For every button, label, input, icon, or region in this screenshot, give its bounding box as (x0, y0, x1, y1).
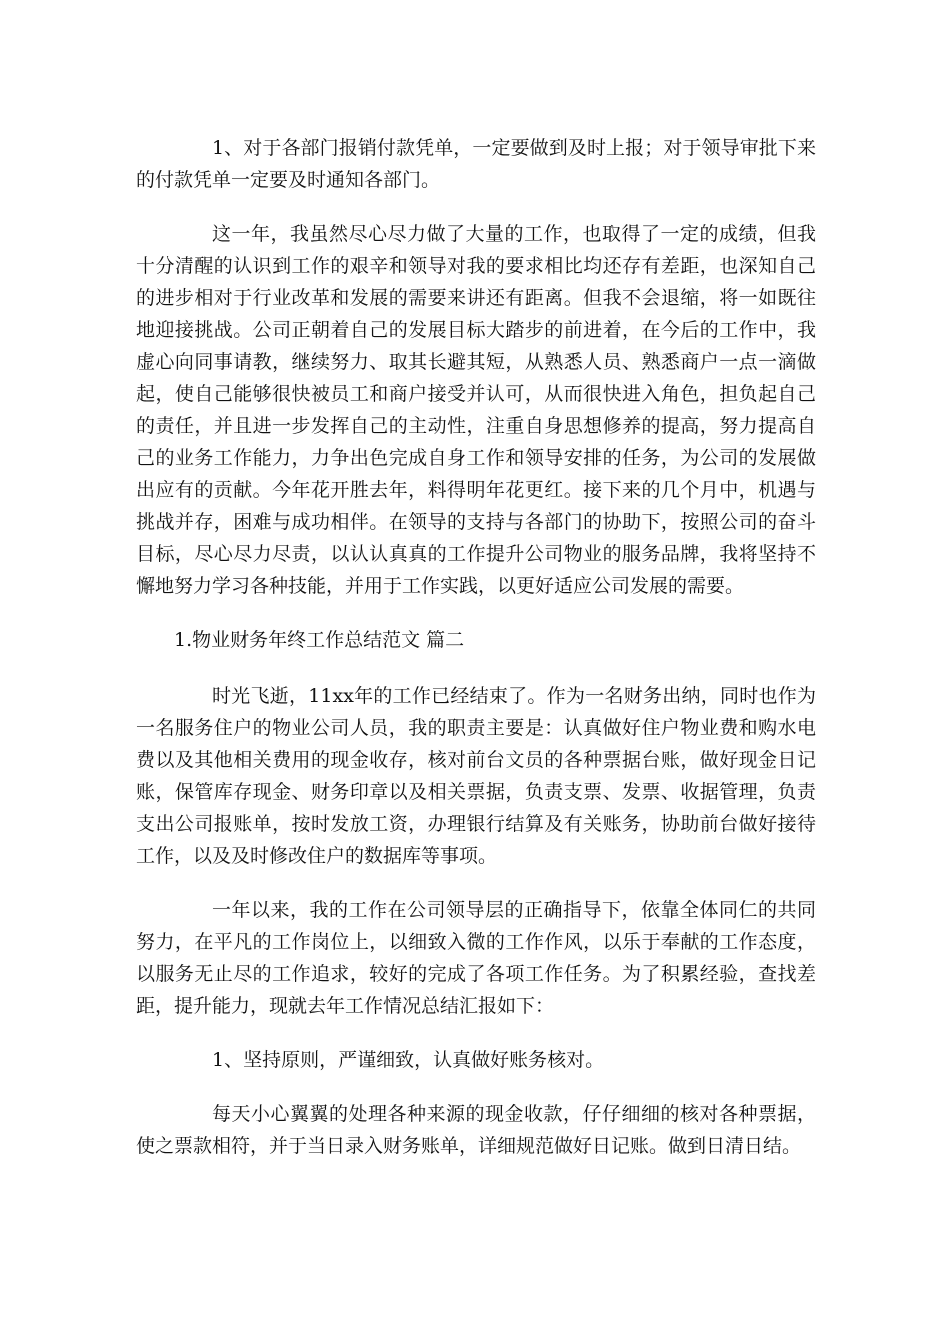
paragraph-daily-cash: 每天小心翼翼的处理各种来源的现金收款，仔仔细细的核对各种票据，使之票款相符，并于当日录入财务账单，详细规范做好日记账。做到日清日结。 (136, 1103, 816, 1157)
paragraph-cashier-duties: 时光飞逝，11xx年的工作已经结束了。作为一名财务出纳，同时也作为一名服务住户的物业公司人员，我的职责主要是：认真做好住户物业费和购水电费以及其他相关费用的现金收存，核对前台文员的各种票据台账，做好现金日记账，保管库存现金、财务印章以及相关票据，负责支票、发票、收据管理，负责支出公司报账单，按时发放工资，办理银行结算及有关账务，协助前台做好接待工作，以及及时修改住户的数据库等事项。 (136, 685, 816, 867)
paragraph-work-overview: 一年以来，我的工作在公司领导层的正确指导下，依靠全体同仁的共同努力，在平凡的工作岗位上，以细致入微的工作作风，以乐于奉献的工作态度，以服务无止尽的工作追求，较好的完成了各项工作任务。为了积累经验，查找差距，提升能力，现就去年工作情况总结汇报如下： (136, 899, 816, 1017)
paragraph-year-summary: 这一年，我虽然尽心尽力做了大量的工作，也取得了一定的成绩，但我十分清醒的认识到工作的艰辛和领导对我的要求相比均还存有差距，也深知自己的进步相对于行业改革和发展的需要来讲还有距离。但我不会退缩，将一如既往地迎接挑战。公司正朝着自己的发展目标大踏步的前进着，在今后的工作中，我虚心向同事请教，继续努力、取其长避其短，从熟悉人员、熟悉商户一点一滴做起，使自己能够很快被员工和商户接受并认可，从而很快进入角色，担负起自己的责任，并且进一步发挥自己的主动性，注重自身思想修养的提高，努力提高自己的业务工作能力，力争出色完成自身工作和领导安排的任务，为公司的发展做出应有的贡献。今年花开胜去年，料得明年花更红。接下来的几个月中，机遇与挑战并存，困难与成功相伴。在领导的支持与各部门的协助下，按照公司的奋斗目标，尽心尽力尽责，以认认真真的工作提升公司物业的服务品牌，我将坚持不懈地努力学习各种技能，并用于工作实践，以更好适应公司发展的需要。 (136, 223, 816, 597)
paragraph-principle-item: 1、坚持原则，严谨细致，认真做好账务核对。 (212, 1049, 605, 1071)
section-heading: 1.物业财务年终工作总结范文 篇二 (174, 629, 465, 651)
document-page (136, 132, 816, 1184)
paragraph-payment-vouchers: 1、对于各部门报销付款凭单，一定要做到及时上报；对于领导审批下来的付款凭单一定要及时通知各部门。 (136, 137, 816, 191)
